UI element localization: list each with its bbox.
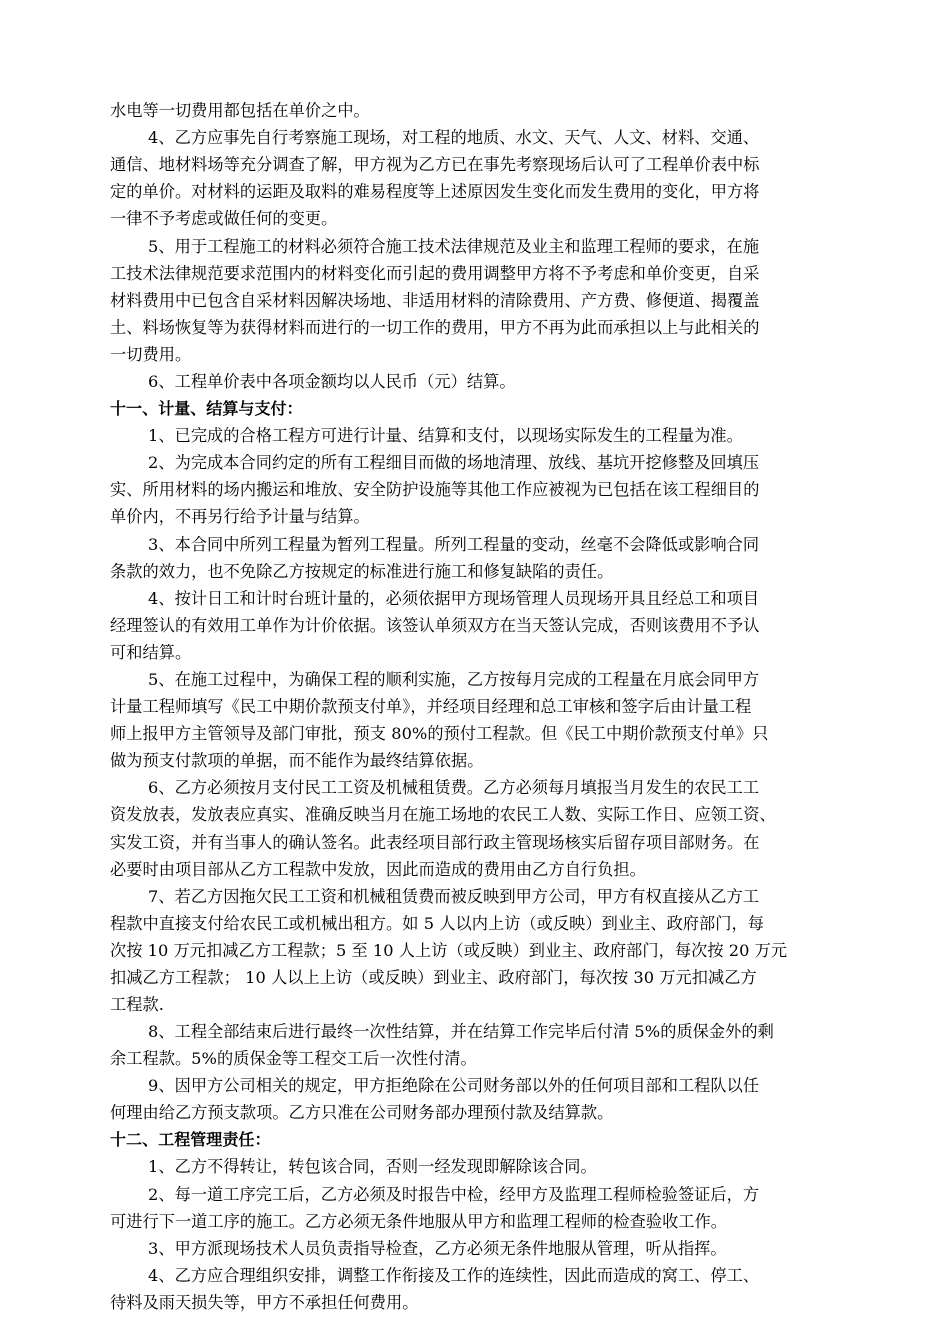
text-line: 单价内，不再另行给予计量与结算。 <box>110 507 370 526</box>
text-line: 一切费用。 <box>110 345 192 364</box>
text-line: 3、本合同中所列工程量为暂列工程量。所列工程量的变动，丝毫不会降低或影响合同 <box>148 535 760 554</box>
text-line: 何理由给乙方预支款项。乙方只准在公司财务部办理预付款及结算款。 <box>110 1103 614 1122</box>
text-line: 资发放表，发放表应真实、准确反映当月在施工场地的农民工人数、实际工作日、应领工资、 <box>110 805 776 824</box>
text-line: 土、料场恢复等为获得材料而进行的一切工作的费用，甲方不再为此而承担以上与此相关的 <box>110 318 760 337</box>
text-line: 师上报甲方主管领导及部门审批，预支 80%的预付工程款。但《民工中期价款预支付单》只 <box>110 724 769 743</box>
text-line: 一律不予考虑或做任何的变更。 <box>110 209 338 228</box>
text-line: 程款中直接支付给农民工或机械出租方。如 5 人以内上访（或反映）到业主、政府部门，每 <box>110 914 764 933</box>
text-line: 次按 10 万元扣减乙方工程款；5 至 10 人上访（或反映）到业主、政府部门，每次按 20 万元 <box>110 941 788 960</box>
text-line: 水电等一切费用都包括在单价之中。 <box>110 101 370 120</box>
text-line: 通信、地材料场等充分调查了解，甲方视为乙方已在事先考察现场后认可了工程单价表中标 <box>110 155 760 174</box>
text-line: 1、已完成的合格工程方可进行计量、结算和支付，以现场实际发生的工程量为准。 <box>148 426 743 445</box>
text-line: 定的单价。对材料的运距及取料的难易程度等上述原因发生变化而发生费用的变化，甲方将 <box>110 182 760 201</box>
text-line: 9、因甲方公司相关的规定，甲方拒绝除在公司财务部以外的任何项目部和工程队以任 <box>148 1076 760 1095</box>
text-line: 必要时由项目部从乙方工程款中发放，因此而造成的费用由乙方自行负担。 <box>110 860 646 879</box>
text-line: 经理签认的有效用工单作为计价依据。该签认单须双方在当天签认完成，否则该费用不予认 <box>110 616 760 635</box>
text-line: 2、每一道工序完工后，乙方必须及时报告中检，经甲方及监理工程师检验签证后，方 <box>148 1185 760 1204</box>
text-line: 3、甲方派现场技术人员负责指导检查，乙方必须无条件地服从管理，听从指挥。 <box>148 1239 727 1258</box>
section-heading-11: 十一、计量、结算与支付： <box>110 399 303 418</box>
text-line: 4、乙方应合理组织安排，调整工作衔接及工作的连续性，因此而造成的窝工、停工、 <box>148 1266 760 1285</box>
text-line: 余工程款。5%的质保金等工程交工后一次性付清。 <box>110 1049 477 1068</box>
text-line: 6、工程单价表中各项金额均以人民币（元）结算。 <box>148 372 516 391</box>
text-line: 7、若乙方因拖欠民工工资和机械租赁费而被反映到甲方公司，甲方有权直接从乙方工 <box>148 887 760 906</box>
text-line: 实、所用材料的场内搬运和堆放、安全防护设施等其他工作应被视为已包括在该工程细目的 <box>110 480 760 499</box>
text-line: 4、乙方应事先自行考察施工现场，对工程的地质、水文、天气、人文、材料、交通、 <box>148 128 760 147</box>
text-line: 5、在施工过程中，为确保工程的顺利实施，乙方按每月完成的工程量在月底会同甲方 <box>148 670 760 689</box>
text-line: 做为预支付款项的单据，而不能作为最终结算依据。 <box>110 751 484 770</box>
text-line: 扣减乙方工程款； 10 人以上上访（或反映）到业主、政府部门，每次按 30 万元扣减乙方 <box>110 968 757 987</box>
text-line: 材料费用中已包含自采材料因解决场地、非适用材料的清除费用、产方费、修便道、揭覆盖 <box>110 291 760 310</box>
text-line: 4、按计日工和计时台班计量的，必须依据甲方现场管理人员现场开具且经总工和项目 <box>148 589 760 608</box>
text-line: 可和结算。 <box>110 643 192 662</box>
text-line: 条款的效力，也不免除乙方按规定的标准进行施工和修复缺陷的责任。 <box>110 562 614 581</box>
text-line: 2、为完成本合同约定的所有工程细目而做的场地清理、放线、基坑开挖修整及回填压 <box>148 453 760 472</box>
section-heading-12: 十二、工程管理责任： <box>110 1130 271 1149</box>
text-line: 计量工程师填写《民工中期价款预支付单》，并经项目经理和总工审核和签字后由计量工程 <box>110 697 752 716</box>
text-line: 工程款. <box>110 995 164 1014</box>
text-line: 工技术法律规范要求范围内的材料变化而引起的费用调整甲方将不予考虑和单价变更，自采 <box>110 264 760 283</box>
text-line: 1、乙方不得转让，转包该合同，否则一经发现即解除该合同。 <box>148 1157 597 1176</box>
text-line: 可进行下一道工序的施工。乙方必须无条件地服从甲方和监理工程师的检查验收工作。 <box>110 1212 728 1231</box>
text-line: 8、工程全部结束后进行最终一次性结算，并在结算工作完毕后付清 5%的质保金外的剩 <box>148 1022 774 1041</box>
text-line: 待料及雨天损失等，甲方不承担任何费用。 <box>110 1293 419 1312</box>
text-line: 实发工资，并有当事人的确认签名。此表经项目部行政主管现场核实后留存项目部财务。在 <box>110 833 760 852</box>
text-line: 5、用于工程施工的材料必须符合施工技术法律规范及业主和监理工程师的要求，在施 <box>148 237 760 256</box>
text-line: 6、乙方必须按月支付民工工资及机械租赁费。乙方必须每月填报当月发生的农民工工 <box>148 778 760 797</box>
